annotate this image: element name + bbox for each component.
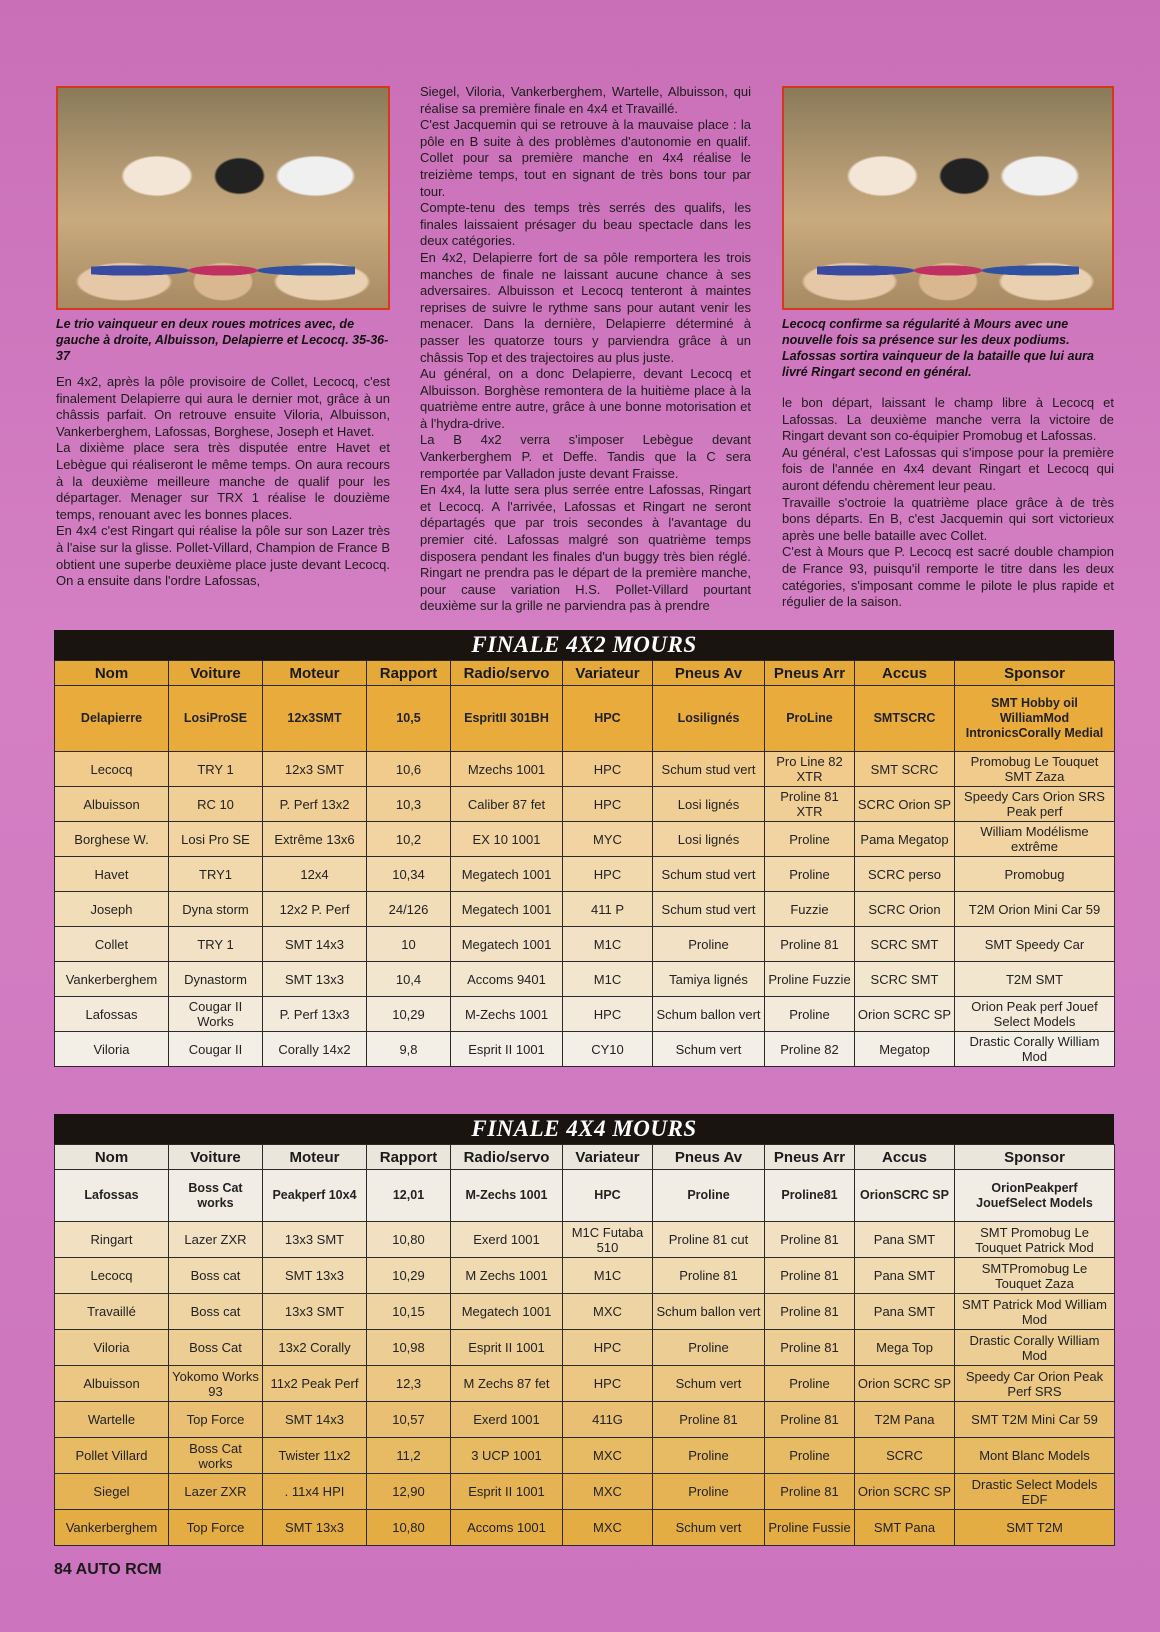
table-cell: Lafossas bbox=[55, 1170, 169, 1222]
table-cell: 10,29 bbox=[367, 1258, 451, 1294]
column-header: Variateur bbox=[563, 661, 653, 686]
table-cell: M1C bbox=[563, 927, 653, 962]
table-cell: Proline bbox=[653, 1438, 765, 1474]
table-cell: SCRC perso bbox=[855, 857, 955, 892]
paragraph: En 4x2, après la pôle provisoire de Collet, Lecocq, c'est finalement Delapierre qui aura le dernier mot, grâce à un châssis parfait. On retrouve ensuite Viloria, Albuisson, Vankerberghem, Lafossas, Borghese, Joseph et Havet. bbox=[56, 374, 390, 439]
table-cell: HPC bbox=[563, 1366, 653, 1402]
table-row bbox=[55, 1474, 1115, 1510]
table-cell: Speedy Car Orion Peak Perf SRS bbox=[955, 1366, 1115, 1402]
table-cell: Siegel bbox=[55, 1474, 169, 1510]
column-header: Pneus Arr bbox=[765, 661, 855, 686]
table-cell: Pana SMT bbox=[855, 1258, 955, 1294]
table-cell: Pana SMT bbox=[855, 1294, 955, 1330]
table-cell: Esprit II 1001 bbox=[451, 1330, 563, 1366]
paragraph: La dixième place sera très disputée entre Havet et Lebègue qui réaliseront le même temps. On aura recours à la deuxième meilleure manche de qualif pour les départager. Menager sur TRX 1 réalise le douzième temps, renouant avec les bonnes places. bbox=[56, 440, 390, 522]
table-cell: M1C bbox=[563, 1258, 653, 1294]
table-cell: M1C bbox=[563, 962, 653, 997]
table-cell: MXC bbox=[563, 1474, 653, 1510]
table-cell: Proline Fussie bbox=[765, 1510, 855, 1546]
table-cell: Proline Fuzzie bbox=[765, 962, 855, 997]
table-cell: Albuisson bbox=[55, 787, 169, 822]
table-row bbox=[55, 1330, 1115, 1366]
table-cell: 24/126 bbox=[367, 892, 451, 927]
table-cell: Proline81 bbox=[765, 1170, 855, 1222]
table-cell: Schum stud vert bbox=[653, 857, 765, 892]
paragraph: C'est à Mours que P. Lecocq est sacré double champion de France 93, puisqu'il remporte le titre dans les deux catégories, s'imposant comme le pilote le plus rapide et régulier de la saison. bbox=[782, 544, 1114, 610]
table-cell: 10,6 bbox=[367, 752, 451, 787]
paragraph: C'est Jacquemin qui se retrouve à la mauvaise place : la pôle en B suite à des problèmes d'autonomie en qualif. Collet pour sa première manche en 4x4 réalise le treizième temps, tout en signant de très bons tour par tour. bbox=[420, 117, 751, 199]
table-row bbox=[55, 1438, 1115, 1474]
table-cell: 3 UCP 1001 bbox=[451, 1438, 563, 1474]
paragraph: Siegel, Viloria, Vankerberghem, Wartelle, Albuisson, qui réalise sa première finale en 4x4 et Travaillé. bbox=[420, 84, 751, 116]
table-cell: SCRC SMT bbox=[855, 927, 955, 962]
table-title: FINALE 4X2 MOURS bbox=[54, 630, 1114, 660]
column-header: Variateur bbox=[563, 1145, 653, 1170]
table-cell: T2M Pana bbox=[855, 1402, 955, 1438]
table-cell: M1C Futaba 510 bbox=[563, 1222, 653, 1258]
table-row bbox=[55, 1294, 1115, 1330]
table-title: FINALE 4X4 MOURS bbox=[54, 1114, 1114, 1144]
paragraph: Compte-tenu des temps très serrés des qualifs, les finales laissaient présager du beau spectacle dans les deux catégories. bbox=[420, 200, 751, 249]
table-cell: SMT Promobug Le Touquet Patrick Mod bbox=[955, 1222, 1115, 1258]
table-cell: Promobug Le Touquet SMT Zaza bbox=[955, 752, 1115, 787]
table-cell: 10,2 bbox=[367, 822, 451, 857]
table-cell: Esprit II 1001 bbox=[451, 1032, 563, 1067]
table-row bbox=[55, 892, 1115, 927]
table-cell: 10,98 bbox=[367, 1330, 451, 1366]
table-cell: Yokomo Works 93 bbox=[169, 1366, 263, 1402]
table-row bbox=[55, 1510, 1115, 1546]
table-cell: ProLine bbox=[765, 686, 855, 752]
table-cell: 10,3 bbox=[367, 787, 451, 822]
table-cell: Megatech 1001 bbox=[451, 927, 563, 962]
table-row bbox=[55, 822, 1115, 857]
table-cell: M Zechs 1001 bbox=[451, 1258, 563, 1294]
table-cell: Proline 81 bbox=[765, 1294, 855, 1330]
table-row bbox=[55, 927, 1115, 962]
table-cell: Schum stud vert bbox=[653, 752, 765, 787]
table-finale-4x4 bbox=[54, 1114, 1114, 1546]
page-footer bbox=[54, 1561, 162, 1579]
column-header: Accus bbox=[855, 1145, 955, 1170]
table-cell: Havet bbox=[55, 857, 169, 892]
table-cell: SMT 14x3 bbox=[263, 1402, 367, 1438]
table-cell: Proline bbox=[765, 1438, 855, 1474]
table-cell: Proline bbox=[653, 1170, 765, 1222]
table-cell: SMT Speedy Car bbox=[955, 927, 1115, 962]
table-cell: Boss cat bbox=[169, 1258, 263, 1294]
column-header: Nom bbox=[55, 1145, 169, 1170]
table-cell: Viloria bbox=[55, 1330, 169, 1366]
table-cell: Proline 81 XTR bbox=[765, 787, 855, 822]
table-cell: SMTPromobug Le Touquet Zaza bbox=[955, 1258, 1115, 1294]
table-cell: Proline 81 bbox=[765, 927, 855, 962]
table-cell: 10,34 bbox=[367, 857, 451, 892]
table-cell: MXC bbox=[563, 1510, 653, 1546]
table-row bbox=[55, 857, 1115, 892]
table-cell: TRY 1 bbox=[169, 752, 263, 787]
table-cell: MXC bbox=[563, 1294, 653, 1330]
table-cell: Megatech 1001 bbox=[451, 892, 563, 927]
table-cell: 12x3SMT bbox=[263, 686, 367, 752]
table-cell: . 11x4 HPI bbox=[263, 1474, 367, 1510]
table-cell: Proline 82 bbox=[765, 1032, 855, 1067]
article-col-2 bbox=[420, 84, 751, 615]
table-cell: Cougar II Works bbox=[169, 997, 263, 1032]
table-cell: 10,29 bbox=[367, 997, 451, 1032]
table-cell: Albuisson bbox=[55, 1366, 169, 1402]
table-cell: Cougar II bbox=[169, 1032, 263, 1067]
table-cell: SCRC Orion SP bbox=[855, 787, 955, 822]
table-cell: Drastic Select Models EDF bbox=[955, 1474, 1115, 1510]
table-cell: Fuzzie bbox=[765, 892, 855, 927]
table-cell: HPC bbox=[563, 752, 653, 787]
table-cell: SMT 13x3 bbox=[263, 1510, 367, 1546]
paragraph: Au général, c'est Lafossas qui s'impose pour la première fois de l'année en 4x4 devant Ringart et Lecocq qui auront défendu chèrement leur peau. bbox=[782, 444, 1114, 493]
column-header: Pneus Av bbox=[653, 661, 765, 686]
table-cell: LosiProSE bbox=[169, 686, 263, 752]
table-cell: Boss Cat works bbox=[169, 1170, 263, 1222]
table-cell: SMT Pana bbox=[855, 1510, 955, 1546]
table-cell: P. Perf 13x3 bbox=[263, 997, 367, 1032]
table-cell: Pana SMT bbox=[855, 1222, 955, 1258]
table-cell: Pama Megatop bbox=[855, 822, 955, 857]
table-cell: Schum vert bbox=[653, 1366, 765, 1402]
table-row bbox=[55, 1402, 1115, 1438]
table-cell: Losi lignés bbox=[653, 787, 765, 822]
table-cell: Boss Cat bbox=[169, 1330, 263, 1366]
table-cell: HPC bbox=[563, 997, 653, 1032]
table-cell: TRY 1 bbox=[169, 927, 263, 962]
table-cell: Caliber 87 fet bbox=[451, 787, 563, 822]
table-cell: 11x2 Peak Perf bbox=[263, 1366, 367, 1402]
column-header: Rapport bbox=[367, 661, 451, 686]
table-cell: 10,80 bbox=[367, 1510, 451, 1546]
table-cell: Corally 14x2 bbox=[263, 1032, 367, 1067]
table-cell: Orion SCRC SP bbox=[855, 997, 955, 1032]
table-cell: Mega Top bbox=[855, 1330, 955, 1366]
column-header: Voiture bbox=[169, 661, 263, 686]
table-cell: Orion Peak perf Jouef Select Models bbox=[955, 997, 1115, 1032]
table-cell: Vankerberghem bbox=[55, 1510, 169, 1546]
column-header: Pneus Arr bbox=[765, 1145, 855, 1170]
table-cell: 10,57 bbox=[367, 1402, 451, 1438]
table-cell: Schum ballon vert bbox=[653, 1294, 765, 1330]
results-table bbox=[54, 1144, 1115, 1546]
table-cell: Megatech 1001 bbox=[451, 857, 563, 892]
table-cell: Tamiya lignés bbox=[653, 962, 765, 997]
table-cell: 10,80 bbox=[367, 1222, 451, 1258]
table-cell: HPC bbox=[563, 686, 653, 752]
table-cell: M-Zechs 1001 bbox=[451, 997, 563, 1032]
table-cell: Dyna storm bbox=[169, 892, 263, 927]
table-cell: 411 P bbox=[563, 892, 653, 927]
results-table bbox=[54, 660, 1115, 1067]
table-cell: 12x4 bbox=[263, 857, 367, 892]
table-cell: 411G bbox=[563, 1402, 653, 1438]
table-cell: SMT 13x3 bbox=[263, 1258, 367, 1294]
table-cell: Vankerberghem bbox=[55, 962, 169, 997]
table-cell: Top Force bbox=[169, 1402, 263, 1438]
column-header: Accus bbox=[855, 661, 955, 686]
table-cell: P. Perf 13x2 bbox=[263, 787, 367, 822]
table-cell: Proline bbox=[765, 997, 855, 1032]
table-cell: M Zechs 87 fet bbox=[451, 1366, 563, 1402]
paragraph: En 4x2, Delapierre fort de sa pôle remportera les trois manches de finale ne laissant aucune chance à ses adversaires. Albuisson et Lecocq tenteront à maintes reprises de suivre le rythme sans pour autant venir les menacer. Dans la dernière, Delapierre déterminé à passer les quatorze tours y parviendra grâce à un châssis Top et des trajectoires au plus juste. bbox=[420, 249, 751, 365]
table-cell: Viloria bbox=[55, 1032, 169, 1067]
table-cell: Wartelle bbox=[55, 1402, 169, 1438]
paragraph: La B 4x2 verra s'imposer Lebègue devant Vankerberghem P. et Deffe. Tandis que la C sera remportée par Valladon juste devant Fraisse. bbox=[420, 432, 751, 481]
table-row bbox=[55, 1258, 1115, 1294]
table-cell: Borghese W. bbox=[55, 822, 169, 857]
table-cell: Dynastorm bbox=[169, 962, 263, 997]
table-cell: 12x2 P. Perf bbox=[263, 892, 367, 927]
table-cell: 13x2 Corally bbox=[263, 1330, 367, 1366]
table-row bbox=[55, 997, 1115, 1032]
table-cell: Losi Pro SE bbox=[169, 822, 263, 857]
table-row bbox=[55, 1222, 1115, 1258]
table-cell: Proline 81 bbox=[653, 1258, 765, 1294]
table-cell: SCRC bbox=[855, 1438, 955, 1474]
article-col-1 bbox=[56, 374, 390, 590]
table-cell: SCRC SMT bbox=[855, 962, 955, 997]
paragraph: En 4x4, la lutte sera plus serrée entre Lafossas, Ringart et Lecocq. A l'arrivée, Lafossas et Ringart ne seront départagés que par trois secondes à l'avantage du premier cité. Lafossas malgré son quatrième temps disposera pendant les finales d'un buggy très bien réglé. Ringart ne prendra pas le départ de la première manche, pour cause variation H.S. Pollet-Villard pourtant deuxième sur la grille ne parviendra pas à prendre bbox=[420, 482, 751, 614]
table-cell: Top Force bbox=[169, 1510, 263, 1546]
table-row bbox=[55, 1170, 1115, 1222]
table-cell: Boss Cat works bbox=[169, 1438, 263, 1474]
paragraph: Travaille s'octroie la quatrième place grâce à de très bons départs. En B, c'est Jacquemin qui sort victorieux après une belle bataille avec Collet. bbox=[782, 494, 1114, 543]
magazine-name: AUTO RCM bbox=[75, 1561, 162, 1578]
paragraph: le bon départ, laissant le champ libre à Lecocq et Lafossas. La deuxième manche verra la victoire de Ringart devant son co-équipier Promobug et Lafossas. bbox=[782, 395, 1114, 444]
table-cell: Peakperf 10x4 bbox=[263, 1170, 367, 1222]
table-cell: 10,4 bbox=[367, 962, 451, 997]
table-cell: 12,90 bbox=[367, 1474, 451, 1510]
table-cell: Promobug bbox=[955, 857, 1115, 892]
table-cell: Proline bbox=[765, 1366, 855, 1402]
table-cell: Losilignés bbox=[653, 686, 765, 752]
table-cell: Orion SCRC SP bbox=[855, 1366, 955, 1402]
table-cell: T2M Orion Mini Car 59 bbox=[955, 892, 1115, 927]
table-cell: Proline 81 bbox=[765, 1258, 855, 1294]
table-row bbox=[55, 1032, 1115, 1067]
table-cell: Lazer ZXR bbox=[169, 1474, 263, 1510]
table-cell: Joseph bbox=[55, 892, 169, 927]
table-cell: CY10 bbox=[563, 1032, 653, 1067]
table-cell: Orion SCRC SP bbox=[855, 1474, 955, 1510]
table-cell: SMT 13x3 bbox=[263, 962, 367, 997]
table-cell: Collet bbox=[55, 927, 169, 962]
table-cell: Schum stud vert bbox=[653, 892, 765, 927]
table-cell: Proline 81 bbox=[765, 1402, 855, 1438]
table-row bbox=[55, 752, 1115, 787]
table-cell: Esprit II 1001 bbox=[451, 1474, 563, 1510]
table-cell: Speedy Cars Orion SRS Peak perf bbox=[955, 787, 1115, 822]
table-cell: Delapierre bbox=[55, 686, 169, 752]
table-cell: 10 bbox=[367, 927, 451, 962]
article-col-3 bbox=[782, 395, 1114, 611]
table-cell: Megatech 1001 bbox=[451, 1294, 563, 1330]
table-cell: Lazer ZXR bbox=[169, 1222, 263, 1258]
table-cell: 12x3 SMT bbox=[263, 752, 367, 787]
table-cell: Megatop bbox=[855, 1032, 955, 1067]
table-cell: Proline bbox=[653, 1474, 765, 1510]
table-cell: Proline bbox=[765, 822, 855, 857]
table-cell: Proline bbox=[765, 857, 855, 892]
column-header: Voiture bbox=[169, 1145, 263, 1170]
table-finale-4x2 bbox=[54, 630, 1114, 1067]
table-cell: SMT Patrick Mod William Mod bbox=[955, 1294, 1115, 1330]
table-cell: M-Zechs 1001 bbox=[451, 1170, 563, 1222]
photo-left-caption: Le trio vainqueur en deux roues motrices avec, de gauche à droite, Albuisson, Delapierre et Lecocq. 35-36-37 bbox=[56, 317, 389, 363]
table-cell: MXC bbox=[563, 1438, 653, 1474]
table-cell: Proline 81 bbox=[765, 1222, 855, 1258]
table-cell: Boss cat bbox=[169, 1294, 263, 1330]
table-cell: Drastic Corally William Mod bbox=[955, 1330, 1115, 1366]
table-cell: SMT T2M Mini Car 59 bbox=[955, 1402, 1115, 1438]
table-cell: 13x3 SMT bbox=[263, 1222, 367, 1258]
table-cell: SMTSCRC bbox=[855, 686, 955, 752]
table-cell: EspritII 301BH bbox=[451, 686, 563, 752]
table-cell: SMT SCRC bbox=[855, 752, 955, 787]
table-cell: 13x3 SMT bbox=[263, 1294, 367, 1330]
table-cell: Exerd 1001 bbox=[451, 1402, 563, 1438]
table-cell: Ringart bbox=[55, 1222, 169, 1258]
table-cell: OrionPeakperf JouefSelect Models bbox=[955, 1170, 1115, 1222]
table-cell: SMT T2M bbox=[955, 1510, 1115, 1546]
table-cell: T2M SMT bbox=[955, 962, 1115, 997]
table-cell: Schum vert bbox=[653, 1510, 765, 1546]
table-cell: OrionSCRC SP bbox=[855, 1170, 955, 1222]
table-cell: Lafossas bbox=[55, 997, 169, 1032]
column-header: Moteur bbox=[263, 661, 367, 686]
paragraph: Au général, on a donc Delapierre, devant Lecocq et Albuisson. Borghèse remontera de la huitième place à la quatrième entre autre, grâce à une bonne motorisation et à l'hydra-drive. bbox=[420, 366, 751, 431]
table-cell: Proline bbox=[653, 1330, 765, 1366]
table-row bbox=[55, 962, 1115, 997]
table-cell: HPC bbox=[563, 857, 653, 892]
table-cell: Pollet Villard bbox=[55, 1438, 169, 1474]
table-cell: MYC bbox=[563, 822, 653, 857]
paragraph: En 4x4 c'est Ringart qui réalise la pôle sur son Lazer très à l'aise sur la glisse. Pollet-Villard, Champion de France B obtient une superbe deuxième place juste devant Lecocq. On a ensuite dans l'ordre Lafossas, bbox=[56, 523, 390, 589]
table-cell: SMT Hobby oil WilliamMod IntronicsCorally Medial bbox=[955, 686, 1115, 752]
table-cell: 9,8 bbox=[367, 1032, 451, 1067]
column-header: Nom bbox=[55, 661, 169, 686]
table-cell: HPC bbox=[563, 1170, 653, 1222]
table-cell: Lecocq bbox=[55, 752, 169, 787]
table-cell: Travaillé bbox=[55, 1294, 169, 1330]
table-cell: HPC bbox=[563, 787, 653, 822]
table-cell: SCRC Orion bbox=[855, 892, 955, 927]
table-cell: Proline 81 bbox=[765, 1330, 855, 1366]
table-cell: Schum ballon vert bbox=[653, 997, 765, 1032]
photo-left bbox=[56, 86, 390, 310]
table-cell: 10,5 bbox=[367, 686, 451, 752]
table-cell: Mont Blanc Models bbox=[955, 1438, 1115, 1474]
table-cell: Accoms 1001 bbox=[451, 1510, 563, 1546]
table-row bbox=[55, 1366, 1115, 1402]
table-cell: Schum vert bbox=[653, 1032, 765, 1067]
photo-right-caption: Lecocq confirme sa régularité à Mours avec une nouvelle fois sa présence sur les deux podiums. Lafossas sortira vainqueur de la bataille que lui aura livré Ringart second en général. bbox=[782, 317, 1094, 379]
table-cell: Extrême 13x6 bbox=[263, 822, 367, 857]
table-cell: TRY1 bbox=[169, 857, 263, 892]
table-cell: SMT 14x3 bbox=[263, 927, 367, 962]
table-cell: 12,3 bbox=[367, 1366, 451, 1402]
table-cell: RC 10 bbox=[169, 787, 263, 822]
table-cell: William Modélisme extrême bbox=[955, 822, 1115, 857]
table-cell: Proline 81 cut bbox=[653, 1222, 765, 1258]
column-header: Rapport bbox=[367, 1145, 451, 1170]
page-number: 84 bbox=[54, 1561, 72, 1578]
table-cell: Pro Line 82 XTR bbox=[765, 752, 855, 787]
table-cell: Lecocq bbox=[55, 1258, 169, 1294]
table-cell: Accoms 9401 bbox=[451, 962, 563, 997]
table-cell: Proline bbox=[653, 927, 765, 962]
column-header: Radio/servo bbox=[451, 1145, 563, 1170]
table-cell: 10,15 bbox=[367, 1294, 451, 1330]
column-header: Pneus Av bbox=[653, 1145, 765, 1170]
table-cell: 11,2 bbox=[367, 1438, 451, 1474]
column-header: Sponsor bbox=[955, 661, 1115, 686]
table-cell: Losi lignés bbox=[653, 822, 765, 857]
table-cell: Proline 81 bbox=[653, 1402, 765, 1438]
table-cell: EX 10 1001 bbox=[451, 822, 563, 857]
table-cell: Twister 11x2 bbox=[263, 1438, 367, 1474]
photo-right bbox=[782, 86, 1114, 310]
table-cell: Exerd 1001 bbox=[451, 1222, 563, 1258]
table-row bbox=[55, 787, 1115, 822]
table-cell: Drastic Corally William Mod bbox=[955, 1032, 1115, 1067]
table-cell: Proline 81 bbox=[765, 1474, 855, 1510]
table-row bbox=[55, 686, 1115, 752]
table-cell: HPC bbox=[563, 1330, 653, 1366]
table-cell: Mzechs 1001 bbox=[451, 752, 563, 787]
column-header: Moteur bbox=[263, 1145, 367, 1170]
column-header: Sponsor bbox=[955, 1145, 1115, 1170]
column-header: Radio/servo bbox=[451, 661, 563, 686]
table-cell: 12,01 bbox=[367, 1170, 451, 1222]
